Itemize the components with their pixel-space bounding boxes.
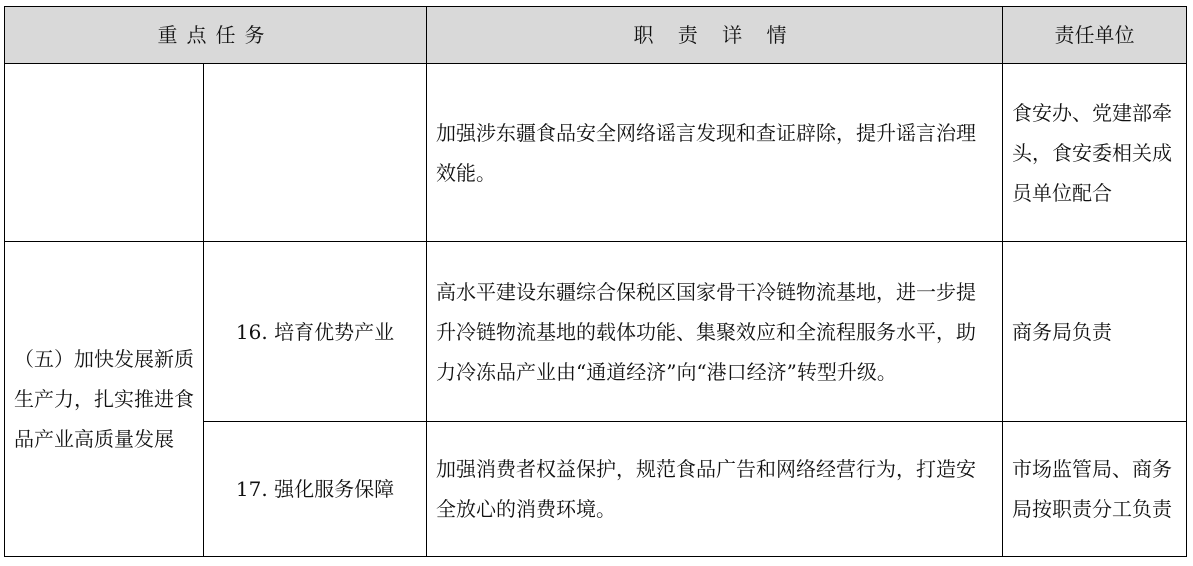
unit-cell: 商务局负责 — [1003, 242, 1187, 422]
subtask-cell: 16. 培育优势产业 — [204, 242, 427, 422]
header-unit — [1003, 7, 1187, 64]
responsibility-table — [4, 6, 1187, 557]
header-task — [5, 7, 427, 64]
header-unit-label: 责任单位 — [1054, 23, 1135, 47]
detail-cell: 高水平建设东疆综合保税区国家骨干冷链物流基地，进一步提升冷链物流基地的载体功能、集聚效应和全流程服务水平，助力冷冻品产业由“通道经济”向“港口经济”转型升级。 — [427, 242, 1003, 422]
unit-cell: 市场监管局、商务局按职责分工负责 — [1003, 422, 1187, 557]
table-row — [5, 64, 1187, 242]
header-task-label: 重点任务 — [157, 23, 274, 47]
header-detail-label: 职 责 详 情 — [633, 23, 796, 47]
table-row — [5, 242, 1187, 422]
category-cell-empty — [5, 64, 204, 242]
header-detail — [427, 7, 1003, 64]
category-cell: （五）加快发展新质生产力，扎实推进食品产业高质量发展 — [5, 242, 204, 557]
subtask-cell-empty — [204, 64, 427, 242]
unit-cell: 食安办、党建部牵头，食安委相关成员单位配合 — [1003, 64, 1187, 242]
header-row — [5, 7, 1187, 64]
subtask-cell: 17. 强化服务保障 — [204, 422, 427, 557]
detail-cell: 加强涉东疆食品安全网络谣言发现和查证辟除，提升谣言治理效能。 — [427, 64, 1003, 242]
detail-cell: 加强消费者权益保护，规范食品广告和网络经营行为，打造安全放心的消费环境。 — [427, 422, 1003, 557]
